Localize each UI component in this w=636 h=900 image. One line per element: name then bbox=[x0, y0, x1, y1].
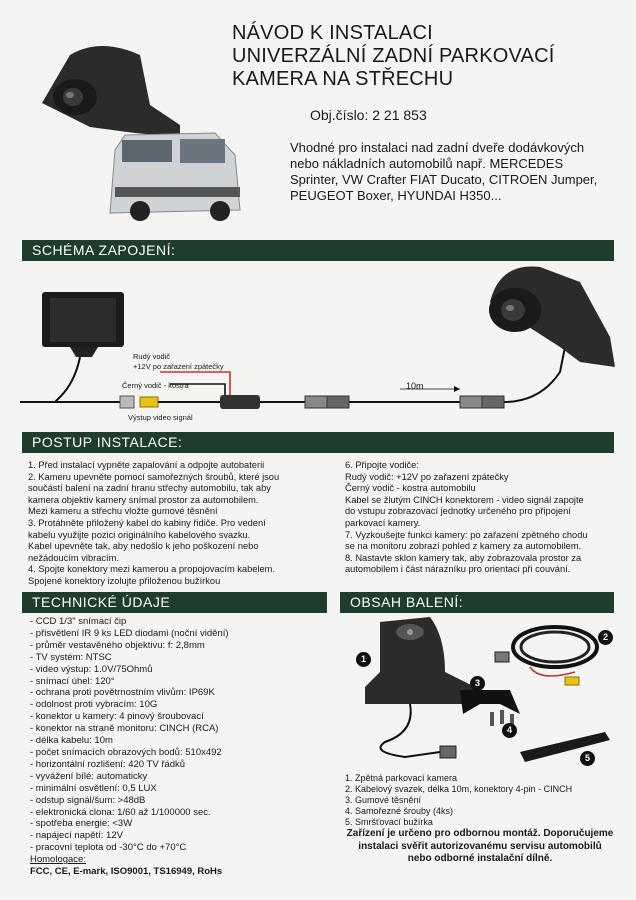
package-contents-list bbox=[345, 773, 572, 828]
black-wire-label: Černý vodič - kostra bbox=[122, 381, 189, 390]
order-number: Obj.číslo: 2 21 853 bbox=[310, 107, 427, 123]
install-step: kamera objektiv kamery snímal prostor za automobilem. bbox=[28, 494, 259, 505]
install-step: Spojené konektory izolujte přiloženou bužírkou bbox=[28, 575, 221, 586]
spec-item: - video výstup: 1.0V/75Ohmů bbox=[30, 663, 153, 675]
spec-item: - přisvětlení IR 9 ks LED diodami (noční vidění) bbox=[30, 627, 229, 639]
page-title bbox=[232, 22, 555, 91]
section-obsah-heading: OBSAH BALENÍ: bbox=[340, 592, 614, 613]
badge-2: 2 bbox=[598, 630, 613, 645]
install-step: 1. Před instalací vypněte zapalování a odpojte autobaterii bbox=[28, 460, 265, 470]
spec-item: - průměr vestavěného objektivu: f: 2,8mm bbox=[30, 639, 205, 651]
section-schema-heading: SCHÉMA ZAPOJENÍ: bbox=[22, 240, 614, 261]
install-step: Mezi kameru a střechu vložte gumové těsnění bbox=[28, 506, 218, 517]
spec-item: - počet snímacích obrazových bodů: 510x492 bbox=[30, 746, 222, 758]
badge-4: 4 bbox=[502, 723, 517, 738]
spec-item: - horizontální rozlišení: 420 TV řádků bbox=[30, 758, 186, 770]
install-step: 6. Připojte vodiče: bbox=[345, 460, 419, 470]
homologace-label: Homologace: bbox=[30, 854, 86, 866]
install-step: 7. Vyzkoušejte funkci kamery: po zařazení zpětného chodu bbox=[345, 529, 588, 540]
video-output-label: Výstup video signál bbox=[128, 413, 193, 422]
spec-item: - TV systém: NTSC bbox=[30, 651, 112, 663]
install-step: Černý vodič - kostra automobilu bbox=[345, 483, 476, 494]
install-steps-left bbox=[28, 460, 328, 588]
title-line-1: NÁVOD K INSTALACI bbox=[232, 22, 433, 44]
spec-item: - CCD 1/3" snímací čip bbox=[30, 616, 127, 627]
list-item: 3. Gumové těsnění bbox=[345, 795, 422, 805]
spec-item: - pracovní teplota od -30°C do +70°C bbox=[30, 842, 187, 854]
install-step: 4. Spojte konektory mezi kamerou a propojovacím kabelem. bbox=[28, 564, 276, 575]
red-wire-label-1: Rudý vodič bbox=[133, 352, 171, 361]
intro-text: Vhodné pro instalaci nad zadní dveře dodávkových nebo nákladních automobilů např. MERCEDES Sprinter, VW Crafter FIAT Ducato, CITROEN Jumper, PEUGEOT Boxer, HYUNDAI H350... bbox=[290, 140, 598, 203]
cable-length-label: 10m bbox=[406, 381, 424, 391]
spec-item: - konektor na straně monitoru: CINCH (RCA) bbox=[30, 723, 219, 735]
install-step: 8. Nastavte sklon kamery tak, aby zobrazovala prostor za bbox=[345, 552, 582, 563]
list-item: 5. Smršťovací bužírka bbox=[345, 817, 433, 827]
spec-item: - odstup signál/šum: >48dB bbox=[30, 794, 146, 806]
technical-specs bbox=[30, 616, 330, 878]
spec-item: - napájecí napětí: 12V bbox=[30, 830, 123, 842]
package-contents-illustration bbox=[345, 612, 615, 777]
install-step: 3. Protáhněte přiložený kabel do kabiny řidiče. Pro vedení bbox=[28, 517, 266, 528]
install-steps-right bbox=[345, 460, 620, 576]
install-step: kabelu využijte pozici originálního kabelového svazku. bbox=[28, 529, 251, 540]
badge-5: 5 bbox=[580, 751, 595, 766]
section-postup-heading: POSTUP INSTALACE: bbox=[22, 432, 614, 453]
install-step: Rudý vodič: +12V po zařazení zpátečky bbox=[345, 471, 509, 482]
wiring-diagram bbox=[20, 262, 620, 422]
red-wire-label-2: +12V po zařazení zpátečky bbox=[133, 362, 224, 371]
install-step: do vstupu zobrazovací jednotky určeného pro připojení bbox=[345, 506, 571, 517]
spec-item: - vyvážení bílé: automaticky bbox=[30, 770, 148, 782]
section-technicke-heading: TECHNICKÉ ÚDAJE bbox=[22, 592, 327, 613]
title-line-2: UNIVERZÁLNÍ ZADNÍ PARKOVACÍ bbox=[232, 45, 555, 67]
camera-on-van-illustration bbox=[30, 15, 250, 225]
list-item: 2. Kabelový svazek, délka 10m, konektory 4-pin - CINCH bbox=[345, 784, 573, 794]
spec-item: - délka kabelu: 10m bbox=[30, 735, 113, 747]
install-step: součástí balení na zadní hranu střechy automobilu, tak aby bbox=[28, 483, 271, 494]
install-step: se na monitoru zobrazí pohled z kamery za automobilem. bbox=[345, 541, 582, 552]
spec-item: - elektronická clona: 1/60 až 1/100000 sec. bbox=[30, 806, 211, 818]
install-step: parkovací kamery. bbox=[345, 517, 421, 528]
badge-3: 3 bbox=[470, 676, 485, 691]
badge-1: 1 bbox=[356, 652, 371, 667]
spec-item: - konektor u kamery: 4 pinový šroubovací bbox=[30, 711, 204, 723]
list-item: 4. Samořezné šrouby (4ks) bbox=[345, 806, 454, 816]
homologace-values: FCC, CE, E-mark, ISO9001, TS16949, RoHs bbox=[30, 866, 223, 878]
spec-item: - ochrana proti povětrnostním vlivům: IP69K bbox=[30, 687, 215, 699]
professional-install-notice: Zařízení je určeno pro odbornou montáž. Doporučujeme instalaci svěřit autorizovanému servisu automobilů nebo odborné instalační dílně. bbox=[346, 828, 614, 864]
spec-item: - odolnost proti vybracím: 10G bbox=[30, 699, 158, 711]
title-line-3: KAMERA NA STŘECHU bbox=[232, 68, 454, 90]
install-step: 2. Kameru upevněte pomocí samořezných šroubů, které jsou bbox=[28, 471, 280, 482]
spec-item: - minimální osvětlení: 0,5 LUX bbox=[30, 782, 157, 794]
spec-item: - spotřeba energie: <3W bbox=[30, 818, 133, 830]
install-step: Kabel se žlutým CINCH konektorem - video signál zapojte bbox=[345, 494, 584, 505]
install-step: automobilem i část nárazníku pro orientaci při couvání. bbox=[345, 564, 571, 575]
spec-item: - snímací úhel: 120° bbox=[30, 675, 115, 687]
install-step: nežádoucím vibracím. bbox=[28, 552, 119, 563]
list-item: 1. Zpětná parkovací kamera bbox=[345, 773, 458, 783]
install-step: Kabel upevněte tak, aby nedošlo k jeho poškození nebo bbox=[28, 541, 259, 552]
